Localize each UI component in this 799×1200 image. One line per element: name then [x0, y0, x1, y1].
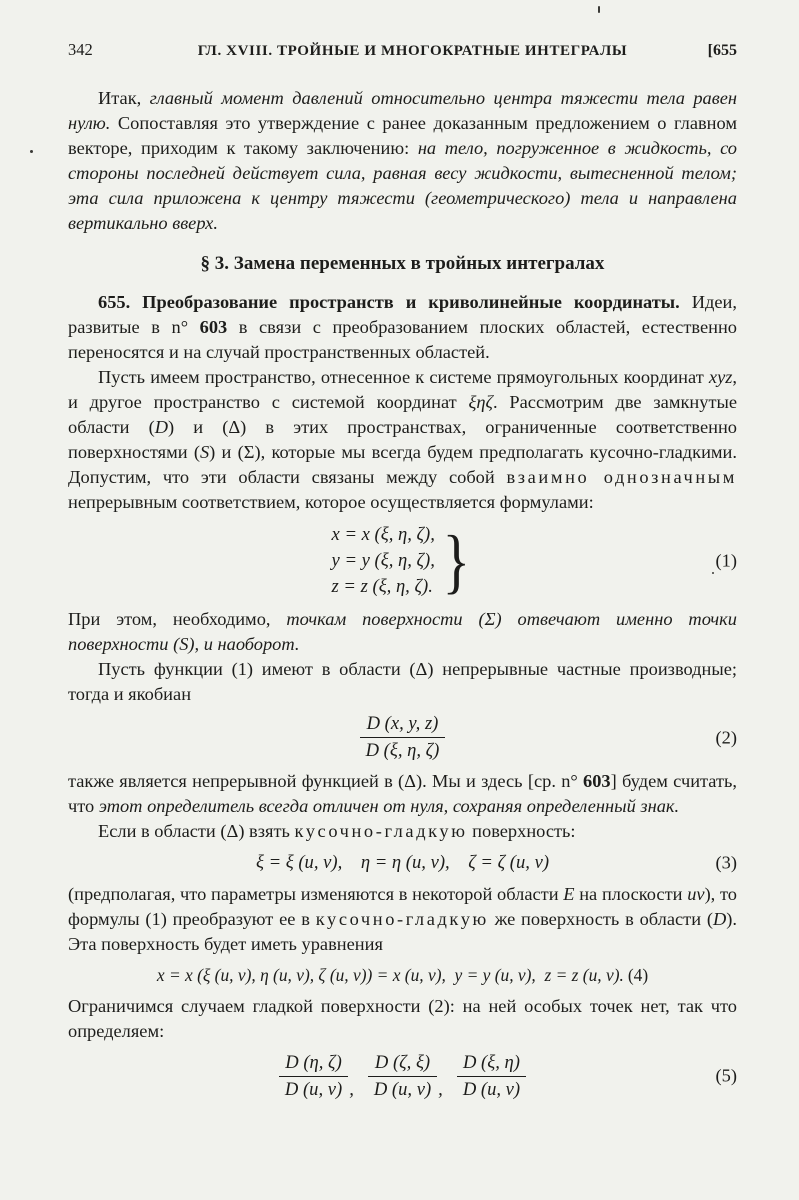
equation-label: (1) — [715, 550, 737, 571]
theorem-italic: точкам поверхности (Σ) отвечают именно точки поверхности (S), и наоборот. — [68, 609, 737, 654]
body-text: же поверхность в области ( — [488, 908, 713, 929]
equation-label: (4) — [627, 964, 649, 985]
paragraph-smooth — [68, 819, 737, 844]
scan-speck — [598, 6, 600, 13]
body-text: на плоскости — [574, 883, 688, 904]
equation-text: x = x (ξ (u, v), η (u, v), ζ (u, v)) = x (u, v), y = y (u, v), z = z (u, v). — [156, 964, 624, 985]
math-var: E — [563, 883, 575, 904]
body-text: непрерывным соответствием, которое осуществляется формулами: — [68, 492, 594, 512]
fraction-separator: , — [438, 1079, 443, 1101]
system-lines — [332, 522, 435, 600]
body-text: (предполагая, что параметры изменяются в некоторой области — [68, 883, 564, 904]
paragraph-jacobian: Пусть функции (1) имеют в области (Δ) непрерывные частные производные; тогда и якобиан — [68, 659, 737, 704]
numerator: D (ξ, η) — [457, 1052, 526, 1077]
intro-text: Итак, — [98, 88, 150, 108]
emphasized-spaced-text: кусочно-гладкую — [315, 908, 489, 929]
denominator: D (u, v) — [462, 1078, 521, 1100]
paragraph-params — [68, 882, 737, 957]
equation-line: ξ = ξ (u, v), η = η (u, v), ζ = ζ (u, v) — [255, 851, 550, 873]
numerator: D (η, ζ) — [279, 1052, 348, 1077]
scan-speck — [30, 150, 33, 153]
paragraph-intro — [68, 86, 737, 236]
body-text: также является непрерывной функцией в (Δ). Мы и здесь [ср. n° — [68, 770, 584, 791]
paragraph-655 — [68, 290, 737, 365]
cross-reference: 603 — [583, 770, 611, 791]
page-number: 342 — [68, 40, 93, 59]
intro-italic: на тело, погруженное в жидкость, со стороны последней действует сила, равная весу жидкости, вытесненной телом; эта сила приложена к центру тяжести (геометрического) тела и направлена вертикально вверх. — [68, 138, 737, 233]
body-text: Если в области (Δ) взять — [98, 820, 295, 841]
fraction — [279, 1052, 348, 1102]
math-var: D — [154, 417, 168, 437]
equation-4 — [68, 965, 737, 986]
equation-5 — [68, 1052, 737, 1102]
cross-reference: 603 — [199, 317, 228, 337]
equation-label: (3) — [715, 852, 737, 873]
paragraph-limit: Ограничимся случаем гладкой поверхности (2): на ней особых точек нет, так что определяем: — [68, 995, 737, 1041]
equation-line: x = x (ξ, η, ζ), — [331, 524, 435, 545]
equation-3 — [68, 852, 737, 874]
equation-line — [157, 965, 648, 986]
equation-label: (5) — [715, 1065, 737, 1086]
body-text: , и другое пространство с системой координат — [68, 367, 737, 412]
chapter-title: ГЛ. XVIII. ТРОЙНЫЕ И МНОГОКРАТНЫЕ ИНТЕГРАЛЫ — [197, 43, 628, 59]
margin-ref: [655 — [707, 42, 737, 59]
denominator: D (u, v) — [373, 1078, 432, 1100]
math-var: S — [199, 442, 210, 462]
equation-line: y = y (ξ, η, ζ), — [331, 550, 435, 571]
fraction — [368, 1052, 437, 1102]
emphasized-spaced-text: взаимно однозначным — [506, 467, 737, 487]
paragraph-655-title: 655. Преобразование пространств и криволинейные координаты. — [98, 292, 680, 312]
body-text: ) и (Σ), которые мы всегда будем предполагать кусочно-гладкими. Допустим, что эти области связаны между собой — [68, 442, 737, 487]
equation-system — [332, 521, 474, 601]
fraction — [360, 713, 446, 763]
body-text: При этом, необходимо, — [68, 609, 287, 629]
body-text: ] будем считать, что — [68, 770, 738, 816]
section-heading: § 3. Замена переменных в тройных интегралах — [200, 253, 605, 274]
paragraph-continuous — [68, 769, 737, 819]
math-var: xyz — [708, 367, 733, 387]
body-text: Пусть имеем пространство, отнесенное к системе прямоугольных координат — [98, 367, 709, 387]
equation-line: z = z (ξ, η, ζ). — [331, 576, 433, 597]
math-var: ξηζ — [468, 392, 493, 412]
page-header — [68, 40, 737, 60]
intro-text: Сопоставляя это утверждение с ранее доказанным предложением о главном векторе, приходим к такому заключению: — [68, 113, 737, 158]
body-text: ) и (Δ) в этих пространствах, ограниченные соответственно поверхностями ( — [68, 417, 737, 462]
paragraph-space — [68, 365, 737, 515]
denominator: D (u, v) — [284, 1078, 343, 1100]
theorem-italic: этот определитель всегда отличен от нуля, сохраняя определенный знак. — [98, 795, 680, 816]
paragraph-sigma — [68, 607, 737, 657]
paragraph-655-text: Идеи, развитые в n° — [68, 292, 737, 337]
fraction — [457, 1052, 526, 1102]
math-var: uv — [687, 883, 705, 904]
intro-italic: главный момент давлений относительно центра тяжести тела равен нулю. — [68, 88, 737, 133]
body-text: ). Эта поверхность будет иметь уравнения — [68, 908, 737, 954]
system-brace: } — [442, 521, 470, 601]
body-text: ), то формулы (1) преобразуют ее в — [68, 883, 737, 929]
numerator: D (ζ, ξ) — [368, 1052, 437, 1077]
math-var: D — [712, 908, 727, 929]
fraction-group — [279, 1052, 526, 1102]
body-text: . Рассмотрим две замкнутые области ( — [68, 392, 737, 437]
equation-2 — [68, 713, 737, 763]
paragraph-655-text: в связи с преобразованием плоских областей, естественно переносятся и на случай пространственных областей. — [68, 317, 737, 362]
emphasized-spaced-text: кусочно-гладкую — [294, 820, 468, 841]
equation-1 — [68, 521, 737, 601]
body-text: поверхность: — [467, 820, 576, 841]
denominator: D (ξ, η, ζ) — [365, 740, 440, 762]
fraction-separator: , — [349, 1079, 354, 1101]
equation-label: (2) — [715, 727, 737, 748]
numerator: D (x, y, z) — [360, 713, 446, 738]
